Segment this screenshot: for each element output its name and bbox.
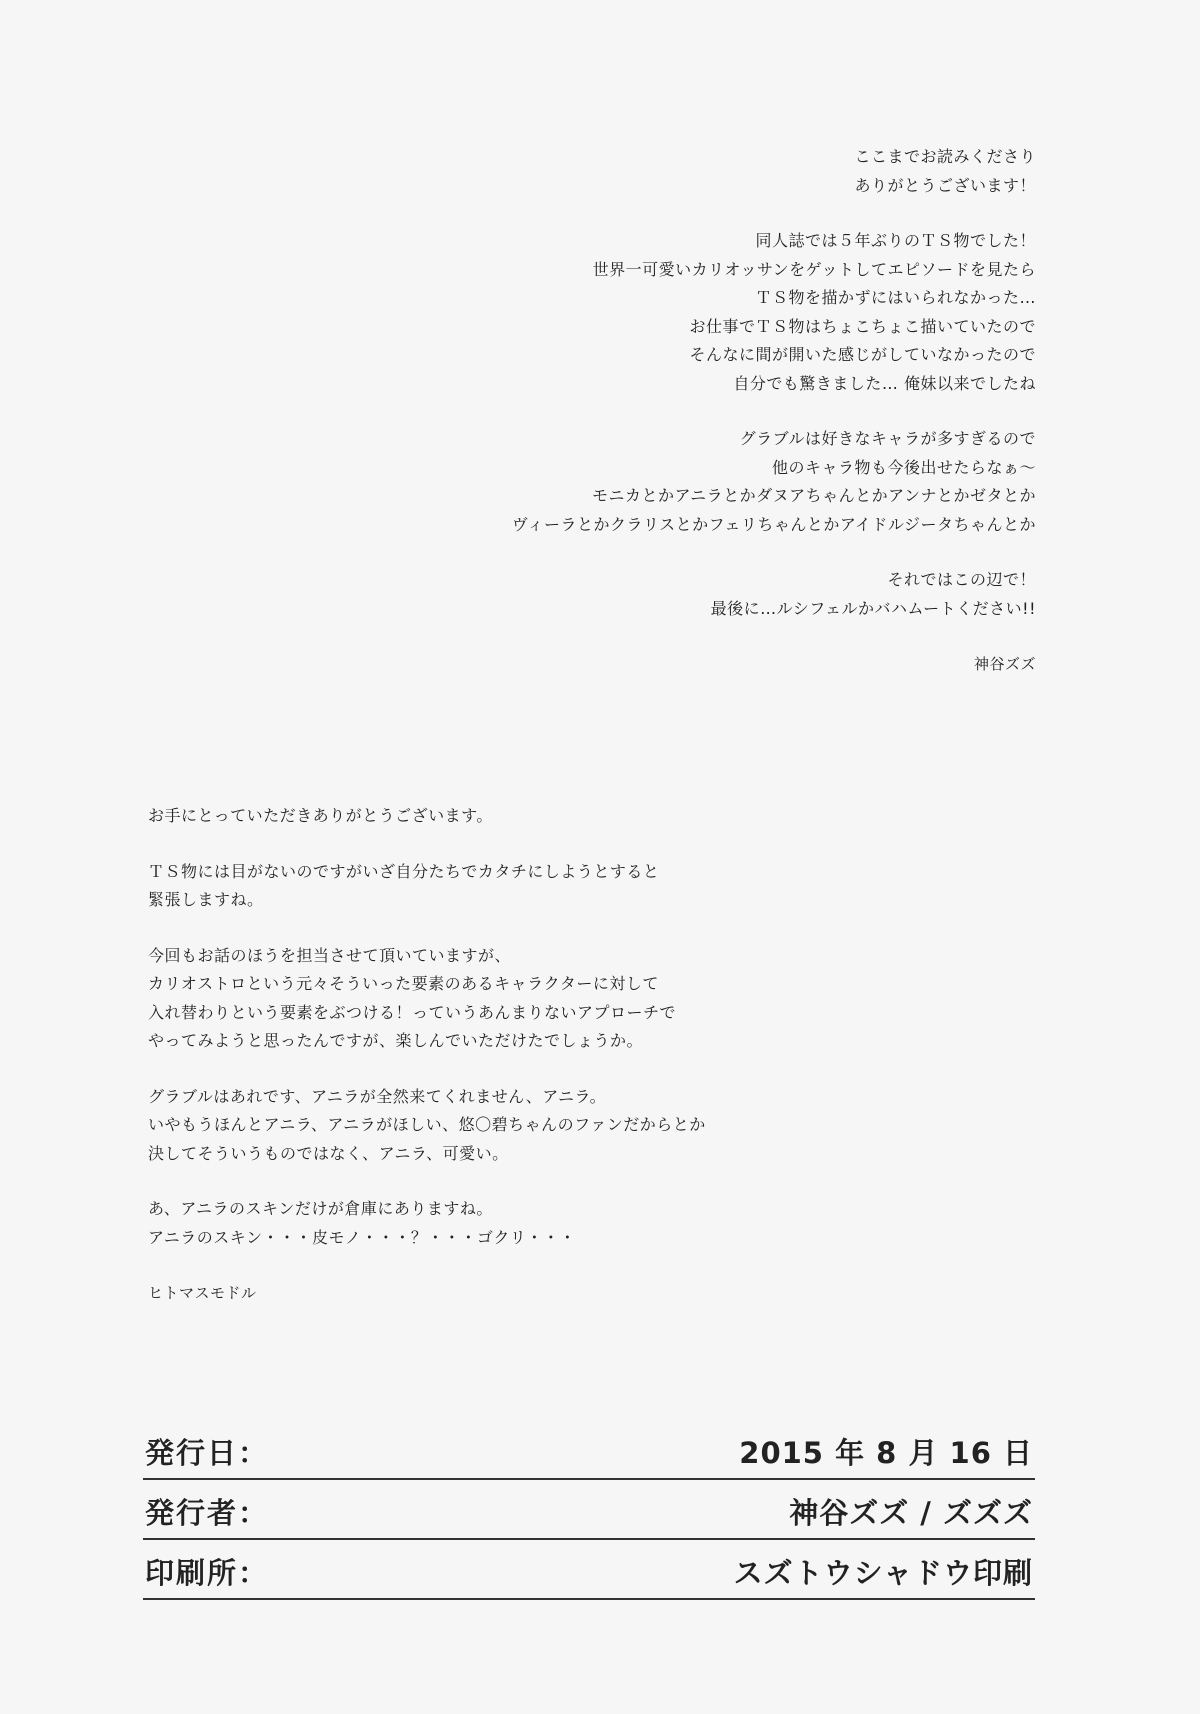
- text-line: お仕事でＴＳ物はちょこちょこ描いていたので: [689, 316, 1036, 336]
- colophon: [143, 1420, 1035, 1600]
- paragraph: [148, 802, 848, 831]
- text-line: グラブルは好きなキャラが多すぎるので: [739, 429, 1036, 448]
- text-line: あ、アニラのスキンだけが倉庫にありますね。: [148, 1199, 493, 1218]
- colophon-row-printer: [143, 1540, 1035, 1600]
- text-line: ありがとうございます！: [854, 175, 1036, 195]
- text-line: やってみようと思ったんですが、楽しんでいただけたでしょうか。: [148, 1031, 644, 1050]
- paragraph: [316, 143, 1036, 200]
- author-signature: ヒトマスモドル: [148, 1284, 257, 1302]
- publisher-label: 発行者：: [145, 1496, 270, 1530]
- text-line: ＴＳ物を描かずにはいられなかった…: [755, 288, 1036, 307]
- text-line: そんなに間が開いた感じがしていなかったので: [689, 345, 1036, 364]
- afterword-hitomasu: [148, 802, 848, 1335]
- paragraph: [316, 566, 1036, 623]
- publisher-value: 神谷ズズ / ズズズ: [789, 1496, 1033, 1530]
- paragraph: [148, 1083, 848, 1169]
- text-line: 最後に…ルシフェルかバハムートください!!: [710, 598, 1036, 618]
- colophon-row-publisher: [143, 1480, 1035, 1540]
- printer-label: 印刷所：: [145, 1556, 270, 1590]
- paragraph: [148, 1279, 848, 1308]
- afterword-kamiya: [316, 143, 1036, 706]
- text-line: 緊張しますね。: [148, 890, 264, 909]
- text-line: 自分でも驚きました… 俺妹以来でしたね: [733, 373, 1036, 393]
- paragraph: [316, 227, 1036, 398]
- text-line: 同人誌では５年ぶりのＴＳ物でした！: [755, 231, 1036, 250]
- text-line: お手にとっていただきありがとうございます。: [148, 806, 493, 825]
- paragraph: [148, 1195, 848, 1252]
- text-line: いやもうほんとアニラ、アニラがほしい、悠〇碧ちゃんのファンだからとか: [148, 1115, 706, 1134]
- text-line: グラブルはあれです、アニラが全然来てくれません、アニラ。: [148, 1086, 607, 1106]
- paragraph: [316, 650, 1036, 679]
- text-line: ヴィーラとかクラリスとかフェリちゃんとかアイドルジータちゃんとか: [511, 514, 1036, 534]
- text-line: モニカとかアニラとかダヌアちゃんとかアンナとかゼタとか: [591, 486, 1036, 505]
- issue-date-value: 2015 年 8 月 16 日: [739, 1436, 1033, 1470]
- paragraph: [316, 425, 1036, 539]
- issue-date-label: 発行日：: [145, 1436, 270, 1470]
- text-line: 今回もお話のほうを担当させて頂いていますが、: [148, 945, 512, 965]
- text-line: 他のキャラ物も今後出せたらなぁ～: [771, 457, 1036, 477]
- text-line: ＴＳ物には目がないのですがいざ自分たちでカタチにしようとすると: [148, 861, 660, 881]
- text-line: アニラのスキン・・・皮モノ・・・？・・・ゴクリ・・・: [148, 1227, 576, 1247]
- paragraph: [148, 858, 848, 915]
- printer-value: スズトウシャドウ印刷: [733, 1556, 1033, 1590]
- text-line: それではこの辺で！: [887, 570, 1036, 589]
- text-line: 入れ替わりという要素をぶつける！っていうあんまりないアプローチで: [148, 1002, 677, 1022]
- text-line: 決してそういうものではなく、アニラ、可愛い。: [148, 1143, 509, 1163]
- text-line: 世界一可愛いカリオッサンをゲットしてエピソードを見たら: [592, 259, 1036, 279]
- text-line: ここまでお読みくださり: [854, 147, 1036, 166]
- colophon-row-issue-date: [143, 1420, 1035, 1480]
- text-line: カリオストロという元々そういった要素のあるキャラクターに対して: [148, 974, 659, 993]
- paragraph: [148, 942, 848, 1056]
- author-signature: 神谷ズズ: [973, 655, 1036, 673]
